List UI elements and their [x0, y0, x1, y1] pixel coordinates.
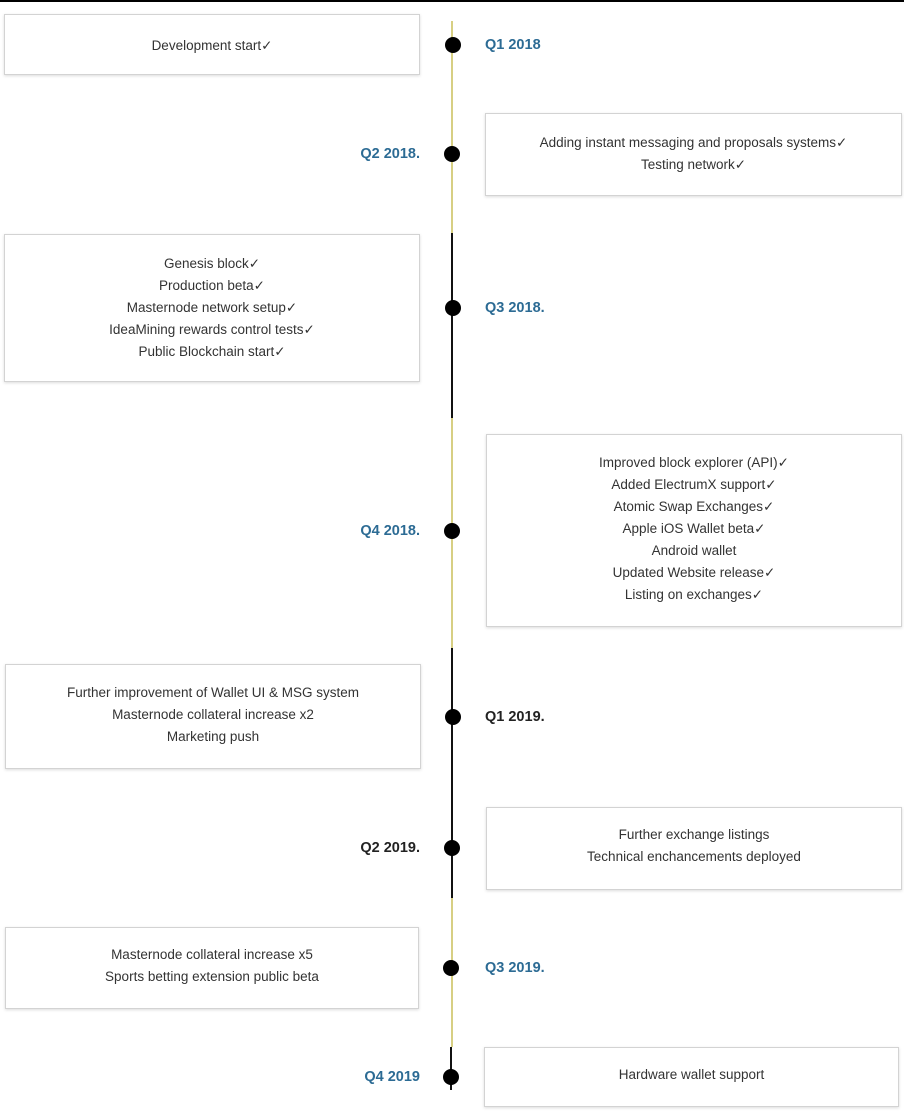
milestone-label: Q4 2019	[364, 1069, 420, 1085]
milestone-item: Listing on exchanges✓	[624, 587, 764, 602]
milestone-item: Production beta✓	[159, 278, 265, 293]
milestone-item: Added ElectrumX support✓	[611, 477, 777, 492]
milestone-item: Masternode collateral increase x2	[112, 707, 314, 722]
milestone-label: Q4 2018.	[360, 523, 420, 539]
milestone-label: Q3 2019.	[485, 960, 545, 976]
milestone-label: Q1 2018	[485, 37, 541, 53]
milestone-item: Marketing push	[166, 729, 260, 744]
timeline-line-segment	[451, 648, 453, 898]
milestone-label: Q2 2019.	[360, 840, 420, 856]
milestone-item: Further improvement of Wallet UI & MSG system	[66, 685, 360, 700]
timeline-dot	[444, 523, 460, 539]
milestone-item: Technical enchancements deployed	[587, 849, 801, 864]
timeline-dot	[445, 37, 461, 53]
milestone-item: IdeaMining rewards control tests✓	[109, 322, 315, 337]
milestone-card	[486, 434, 902, 627]
milestone-item: Adding instant messaging and proposals systems✓	[539, 135, 848, 150]
milestone-label: Q2 2018.	[360, 146, 420, 162]
timeline-dot	[443, 960, 459, 976]
milestone-item: Further exchange listings	[618, 827, 770, 842]
milestone-item: Testing network✓	[640, 157, 747, 172]
milestone-label: Q3 2018.	[485, 300, 545, 316]
timeline-dot	[445, 300, 461, 316]
milestone-card	[486, 807, 902, 890]
milestone-item: Hardware wallet support	[618, 1067, 765, 1082]
milestone-item: Atomic Swap Exchanges✓	[613, 499, 775, 514]
milestone-card	[4, 14, 420, 75]
timeline-dot	[444, 840, 460, 856]
timeline-line-segment	[451, 233, 453, 418]
milestone-item: Masternode collateral increase x5	[111, 947, 313, 962]
timeline-dot	[443, 1069, 459, 1085]
milestone-item: Public Blockchain start✓	[138, 344, 286, 359]
milestone-item: Improved block explorer (API)✓	[599, 455, 789, 470]
timeline-dot	[444, 146, 460, 162]
milestone-card	[5, 927, 419, 1009]
milestone-item: Android wallet	[651, 543, 737, 558]
milestone-card	[485, 113, 902, 196]
milestone-label: Q1 2019.	[485, 709, 545, 725]
milestone-card	[5, 664, 421, 769]
milestone-item: Apple iOS Wallet beta✓	[622, 521, 766, 536]
milestone-card	[484, 1047, 899, 1107]
milestone-item: Masternode network setup✓	[126, 300, 298, 315]
milestone-item: Genesis block✓	[163, 256, 261, 271]
milestone-item: Updated Website release✓	[612, 565, 776, 580]
milestone-item: Sports betting extension public beta	[105, 969, 319, 984]
timeline-dot	[445, 709, 461, 725]
top-rule	[0, 0, 904, 2]
milestone-item: Development start✓	[151, 38, 273, 53]
milestone-card	[4, 234, 420, 382]
